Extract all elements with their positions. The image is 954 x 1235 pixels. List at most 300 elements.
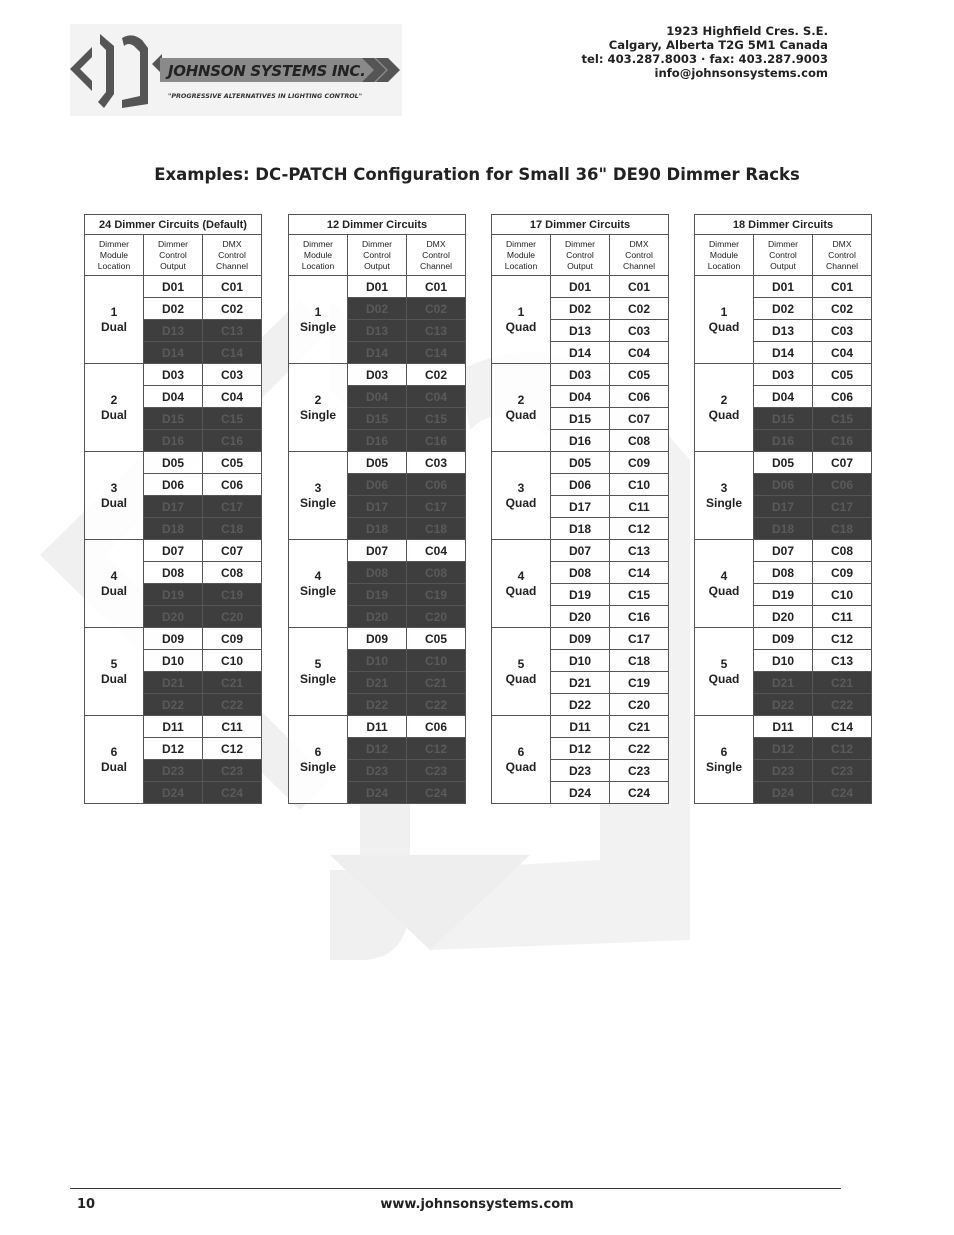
dmx-channel: C18 bbox=[610, 650, 669, 672]
dmx-channel: C01 bbox=[610, 276, 669, 298]
dimmer-output: D02 bbox=[551, 298, 610, 320]
dmx-channel: C23 bbox=[813, 760, 872, 782]
dmx-channel: C08 bbox=[203, 562, 262, 584]
dmx-channel: C18 bbox=[407, 518, 466, 540]
dmx-channel: C11 bbox=[610, 496, 669, 518]
dmx-channel: C12 bbox=[813, 738, 872, 760]
column-header bbox=[610, 235, 669, 276]
dimmer-output: D13 bbox=[754, 320, 813, 342]
column-header-line: Module bbox=[709, 249, 739, 260]
dimmer-output: D15 bbox=[754, 408, 813, 430]
dimmer-output: D05 bbox=[551, 452, 610, 474]
dimmer-output: D21 bbox=[754, 672, 813, 694]
dimmer-output: D18 bbox=[754, 518, 813, 540]
dimmer-output: D03 bbox=[551, 364, 610, 386]
dmx-channel: C14 bbox=[813, 716, 872, 738]
dimmer-output: D16 bbox=[551, 430, 610, 452]
module-location bbox=[289, 364, 348, 452]
company-logo bbox=[70, 24, 402, 116]
module-type: Single bbox=[299, 495, 336, 510]
dimmer-output: D10 bbox=[348, 650, 407, 672]
dimmer-output: D14 bbox=[754, 342, 813, 364]
dimmer-output: D02 bbox=[348, 298, 407, 320]
module-location bbox=[289, 452, 348, 540]
dimmer-output: D23 bbox=[144, 760, 203, 782]
module-number: 1 bbox=[720, 304, 728, 319]
dmx-channel: C24 bbox=[813, 782, 872, 804]
dmx-channel: C24 bbox=[610, 782, 669, 804]
dmx-channel: C15 bbox=[610, 584, 669, 606]
dmx-channel: C22 bbox=[407, 694, 466, 716]
dimmer-output: D02 bbox=[144, 298, 203, 320]
table-row bbox=[695, 452, 872, 474]
column-header-line: DMX bbox=[832, 238, 852, 249]
module-number: 5 bbox=[720, 656, 728, 671]
column-header-line: Control bbox=[566, 249, 594, 260]
patch-table bbox=[288, 214, 466, 804]
table-row bbox=[85, 540, 262, 562]
dmx-channel: C11 bbox=[203, 716, 262, 738]
dimmer-output: D08 bbox=[348, 562, 407, 584]
dimmer-output: D03 bbox=[754, 364, 813, 386]
dmx-channel: C17 bbox=[203, 496, 262, 518]
dimmer-output: D07 bbox=[754, 540, 813, 562]
module-location bbox=[85, 276, 144, 364]
dmx-channel: C08 bbox=[407, 562, 466, 584]
module-type: Single bbox=[299, 583, 336, 598]
dmx-channel: C12 bbox=[407, 738, 466, 760]
column-header-line: Location bbox=[504, 260, 538, 271]
dimmer-output: D15 bbox=[348, 408, 407, 430]
dmx-channel: C02 bbox=[407, 298, 466, 320]
dimmer-output: D18 bbox=[348, 518, 407, 540]
dimmer-output: D23 bbox=[551, 760, 610, 782]
module-location bbox=[695, 628, 754, 716]
column-header-line: Control bbox=[159, 249, 187, 260]
dimmer-output: D07 bbox=[551, 540, 610, 562]
column-header-line: DMX bbox=[426, 238, 446, 249]
dmx-channel: C03 bbox=[407, 452, 466, 474]
module-location bbox=[492, 716, 551, 804]
module-location bbox=[492, 540, 551, 628]
dmx-channel: C06 bbox=[407, 474, 466, 496]
dmx-channel: C10 bbox=[203, 650, 262, 672]
dmx-channel: C14 bbox=[610, 562, 669, 584]
dmx-channel: C06 bbox=[610, 386, 669, 408]
dmx-channel: C23 bbox=[203, 760, 262, 782]
table-row bbox=[289, 364, 466, 386]
table-row bbox=[695, 276, 872, 298]
dimmer-output: D18 bbox=[551, 518, 610, 540]
dimmer-output: D08 bbox=[551, 562, 610, 584]
dimmer-output: D08 bbox=[144, 562, 203, 584]
dimmer-output: D14 bbox=[551, 342, 610, 364]
dimmer-output: D04 bbox=[551, 386, 610, 408]
module-location bbox=[85, 628, 144, 716]
module-number: 3 bbox=[517, 480, 525, 495]
column-header-line: Location bbox=[97, 260, 131, 271]
column-header-line: Dimmer bbox=[302, 238, 334, 249]
dmx-channel: C14 bbox=[203, 342, 262, 364]
column-header-line: Location bbox=[707, 260, 741, 271]
dmx-channel: C17 bbox=[407, 496, 466, 518]
column-header-line: Module bbox=[99, 249, 129, 260]
dmx-channel: C18 bbox=[813, 518, 872, 540]
dimmer-output: D03 bbox=[348, 364, 407, 386]
module-location bbox=[289, 628, 348, 716]
dimmer-output: D01 bbox=[348, 276, 407, 298]
page-title: Examples: DC-PATCH Configuration for Small 36" DE90 Dimmer Racks bbox=[154, 165, 800, 184]
module-type: Dual bbox=[100, 759, 127, 774]
table-row bbox=[289, 276, 466, 298]
table-row bbox=[492, 364, 669, 386]
column-header-line: Dimmer bbox=[505, 238, 537, 249]
module-number: 3 bbox=[314, 480, 322, 495]
module-number: 6 bbox=[517, 744, 525, 759]
table-row bbox=[695, 716, 872, 738]
module-type: Single bbox=[299, 759, 336, 774]
table-row bbox=[85, 452, 262, 474]
table-row bbox=[492, 716, 669, 738]
column-header bbox=[144, 235, 203, 276]
dmx-channel: C07 bbox=[203, 540, 262, 562]
module-type: Single bbox=[299, 319, 336, 334]
dimmer-output: D11 bbox=[348, 716, 407, 738]
dmx-channel: C01 bbox=[813, 276, 872, 298]
dmx-channel: C19 bbox=[203, 584, 262, 606]
module-location bbox=[695, 276, 754, 364]
dmx-channel: C08 bbox=[813, 540, 872, 562]
dimmer-output: D13 bbox=[348, 320, 407, 342]
module-location bbox=[85, 716, 144, 804]
module-type: Quad bbox=[708, 407, 740, 422]
dimmer-output: D23 bbox=[348, 760, 407, 782]
module-number: 2 bbox=[110, 392, 118, 407]
dmx-channel: C24 bbox=[203, 782, 262, 804]
module-number: 1 bbox=[110, 304, 118, 319]
module-type: Quad bbox=[708, 583, 740, 598]
website-link[interactable]: www.johnsonsystems.com bbox=[380, 1197, 574, 1212]
dimmer-output: D06 bbox=[551, 474, 610, 496]
dmx-channel: C16 bbox=[407, 430, 466, 452]
column-header-line: Channel bbox=[826, 260, 859, 271]
address-line: tel: 403.287.8003 · fax: 403.287.9003 bbox=[581, 52, 828, 66]
dimmer-output: D15 bbox=[144, 408, 203, 430]
address-line: Calgary, Alberta T2G 5M1 Canada bbox=[608, 38, 828, 52]
dimmer-output: D13 bbox=[551, 320, 610, 342]
dmx-channel: C06 bbox=[203, 474, 262, 496]
column-header bbox=[492, 235, 551, 276]
module-number: 6 bbox=[720, 744, 728, 759]
dimmer-output: D04 bbox=[144, 386, 203, 408]
dmx-channel: C16 bbox=[610, 606, 669, 628]
dmx-channel: C10 bbox=[610, 474, 669, 496]
column-header bbox=[85, 235, 144, 276]
module-type: Single bbox=[299, 407, 336, 422]
dmx-channel: C18 bbox=[203, 518, 262, 540]
dimmer-output: D16 bbox=[348, 430, 407, 452]
dmx-channel: C02 bbox=[203, 298, 262, 320]
dmx-channel: C04 bbox=[813, 342, 872, 364]
dmx-channel: C05 bbox=[203, 452, 262, 474]
dimmer-output: D16 bbox=[144, 430, 203, 452]
table-row bbox=[85, 716, 262, 738]
dimmer-output: D21 bbox=[551, 672, 610, 694]
column-header bbox=[203, 235, 262, 276]
table-row bbox=[492, 276, 669, 298]
column-header-line: Channel bbox=[420, 260, 453, 271]
column-header-line: Control bbox=[769, 249, 797, 260]
module-type: Quad bbox=[505, 319, 537, 334]
dimmer-output: D11 bbox=[551, 716, 610, 738]
dmx-channel: C20 bbox=[203, 606, 262, 628]
dimmer-output: D01 bbox=[754, 276, 813, 298]
dmx-channel: C10 bbox=[407, 650, 466, 672]
module-number: 2 bbox=[314, 392, 322, 407]
table-row bbox=[85, 276, 262, 298]
dimmer-output: D05 bbox=[144, 452, 203, 474]
logo-tagline: "PROGRESSIVE ALTERNATIVES IN LIGHTING CONTROL" bbox=[168, 92, 363, 100]
dmx-channel: C13 bbox=[407, 320, 466, 342]
dimmer-output: D12 bbox=[551, 738, 610, 760]
module-location bbox=[695, 540, 754, 628]
dmx-channel: C03 bbox=[610, 320, 669, 342]
module-number: 1 bbox=[314, 304, 322, 319]
dmx-channel: C07 bbox=[813, 452, 872, 474]
dimmer-output: D07 bbox=[348, 540, 407, 562]
module-location bbox=[492, 276, 551, 364]
column-header-line: Control bbox=[625, 249, 653, 260]
dmx-channel: C07 bbox=[610, 408, 669, 430]
dmx-channel: C24 bbox=[407, 782, 466, 804]
dimmer-output: D19 bbox=[754, 584, 813, 606]
company-address bbox=[581, 24, 828, 80]
dimmer-output: D19 bbox=[348, 584, 407, 606]
dmx-channel: C17 bbox=[610, 628, 669, 650]
module-number: 4 bbox=[110, 568, 118, 583]
dmx-channel: C12 bbox=[610, 518, 669, 540]
dmx-channel: C04 bbox=[407, 540, 466, 562]
module-type: Quad bbox=[505, 583, 537, 598]
dimmer-output: D05 bbox=[348, 452, 407, 474]
dmx-channel: C21 bbox=[813, 672, 872, 694]
dimmer-output: D19 bbox=[144, 584, 203, 606]
dmx-channel: C09 bbox=[610, 452, 669, 474]
module-number: 6 bbox=[110, 744, 118, 759]
module-type: Quad bbox=[708, 671, 740, 686]
dimmer-output: D04 bbox=[348, 386, 407, 408]
module-location bbox=[85, 452, 144, 540]
table-row bbox=[85, 364, 262, 386]
dmx-channel: C05 bbox=[813, 364, 872, 386]
dmx-channel: C16 bbox=[203, 430, 262, 452]
column-header-line: Output bbox=[770, 260, 796, 271]
module-number: 5 bbox=[517, 656, 525, 671]
table-row bbox=[289, 628, 466, 650]
column-header bbox=[813, 235, 872, 276]
dimmer-output: D19 bbox=[551, 584, 610, 606]
dmx-channel: C23 bbox=[610, 760, 669, 782]
column-header bbox=[407, 235, 466, 276]
dimmer-output: D10 bbox=[754, 650, 813, 672]
dimmer-output: D05 bbox=[754, 452, 813, 474]
dmx-channel: C21 bbox=[407, 672, 466, 694]
module-number: 2 bbox=[517, 392, 525, 407]
module-number: 5 bbox=[314, 656, 322, 671]
column-header bbox=[754, 235, 813, 276]
dimmer-output: D24 bbox=[144, 782, 203, 804]
table-row bbox=[492, 628, 669, 650]
module-type: Single bbox=[299, 671, 336, 686]
dimmer-output: D11 bbox=[754, 716, 813, 738]
dimmer-output: D20 bbox=[144, 606, 203, 628]
dimmer-output: D04 bbox=[754, 386, 813, 408]
column-header-line: Location bbox=[301, 260, 335, 271]
dimmer-output: D07 bbox=[144, 540, 203, 562]
dimmer-output: D14 bbox=[144, 342, 203, 364]
dimmer-output: D18 bbox=[144, 518, 203, 540]
module-type: Quad bbox=[505, 495, 537, 510]
dmx-channel: C05 bbox=[610, 364, 669, 386]
table-title: 17 Dimmer Circuits bbox=[492, 215, 669, 235]
dimmer-output: D09 bbox=[754, 628, 813, 650]
column-header-line: Control bbox=[422, 249, 450, 260]
dimmer-output: D09 bbox=[551, 628, 610, 650]
column-header-line: DMX bbox=[222, 238, 242, 249]
dmx-channel: C15 bbox=[203, 408, 262, 430]
dimmer-output: D01 bbox=[551, 276, 610, 298]
dimmer-output: D03 bbox=[144, 364, 203, 386]
patch-table bbox=[694, 214, 872, 804]
dmx-channel: C13 bbox=[203, 320, 262, 342]
dimmer-output: D23 bbox=[754, 760, 813, 782]
dmx-channel: C11 bbox=[813, 606, 872, 628]
dimmer-output: D20 bbox=[551, 606, 610, 628]
module-type: Quad bbox=[505, 407, 537, 422]
table-row bbox=[85, 628, 262, 650]
module-number: 4 bbox=[314, 568, 322, 583]
module-type: Dual bbox=[100, 407, 127, 422]
dmx-channel: C01 bbox=[203, 276, 262, 298]
module-location bbox=[492, 628, 551, 716]
dmx-channel: C13 bbox=[610, 540, 669, 562]
dimmer-output: D24 bbox=[551, 782, 610, 804]
patch-table bbox=[84, 214, 262, 804]
column-header-line: Control bbox=[828, 249, 856, 260]
dmx-channel: C09 bbox=[813, 562, 872, 584]
table-row bbox=[492, 540, 669, 562]
dmx-channel: C03 bbox=[813, 320, 872, 342]
module-type: Quad bbox=[505, 671, 537, 686]
column-header bbox=[695, 235, 754, 276]
logo-wordmark: JOHNSON SYSTEMS INC. bbox=[168, 62, 366, 80]
dimmer-output: D01 bbox=[144, 276, 203, 298]
dimmer-output: D06 bbox=[754, 474, 813, 496]
table-title: 12 Dimmer Circuits bbox=[289, 215, 466, 235]
dimmer-output: D15 bbox=[551, 408, 610, 430]
dmx-channel: C20 bbox=[407, 606, 466, 628]
column-header-line: Channel bbox=[216, 260, 249, 271]
dimmer-output: D11 bbox=[144, 716, 203, 738]
column-header-line: Output bbox=[567, 260, 593, 271]
column-header-line: Dimmer bbox=[157, 238, 189, 249]
dimmer-output: D22 bbox=[754, 694, 813, 716]
table-row bbox=[289, 716, 466, 738]
module-number: 1 bbox=[517, 304, 525, 319]
dimmer-output: D22 bbox=[551, 694, 610, 716]
dmx-channel: C06 bbox=[813, 474, 872, 496]
dimmer-output: D17 bbox=[348, 496, 407, 518]
module-number: 2 bbox=[720, 392, 728, 407]
module-type: Dual bbox=[100, 583, 127, 598]
module-location bbox=[85, 364, 144, 452]
dimmer-output: D10 bbox=[144, 650, 203, 672]
dmx-channel: C20 bbox=[610, 694, 669, 716]
dimmer-output: D17 bbox=[754, 496, 813, 518]
dimmer-output: D22 bbox=[144, 694, 203, 716]
module-location bbox=[695, 452, 754, 540]
module-type: Dual bbox=[100, 495, 127, 510]
module-location bbox=[289, 276, 348, 364]
dmx-channel: C09 bbox=[203, 628, 262, 650]
column-header bbox=[551, 235, 610, 276]
dimmer-output: D20 bbox=[348, 606, 407, 628]
dimmer-output: D13 bbox=[144, 320, 203, 342]
dmx-channel: C04 bbox=[203, 386, 262, 408]
table-title: 18 Dimmer Circuits bbox=[695, 215, 872, 235]
module-number: 4 bbox=[720, 568, 728, 583]
dimmer-output: D21 bbox=[348, 672, 407, 694]
table-row bbox=[695, 364, 872, 386]
column-header-line: DMX bbox=[629, 238, 649, 249]
table-row bbox=[492, 452, 669, 474]
dimmer-output: D21 bbox=[144, 672, 203, 694]
dmx-channel: C21 bbox=[203, 672, 262, 694]
column-header-line: Output bbox=[160, 260, 186, 271]
dmx-channel: C02 bbox=[813, 298, 872, 320]
dimmer-output: D06 bbox=[348, 474, 407, 496]
dimmer-output: D12 bbox=[348, 738, 407, 760]
dmx-channel: C21 bbox=[610, 716, 669, 738]
dmx-channel: C12 bbox=[203, 738, 262, 760]
table-row bbox=[695, 628, 872, 650]
column-header-line: Control bbox=[363, 249, 391, 260]
dmx-channel: C08 bbox=[610, 430, 669, 452]
address-line: info@johnsonsystems.com bbox=[654, 66, 828, 80]
module-location bbox=[289, 540, 348, 628]
dmx-channel: C01 bbox=[407, 276, 466, 298]
dimmer-output: D22 bbox=[348, 694, 407, 716]
patch-table bbox=[491, 214, 669, 804]
table-title: 24 Dimmer Circuits (Default) bbox=[85, 215, 262, 235]
dmx-channel: C19 bbox=[610, 672, 669, 694]
column-header-line: Channel bbox=[623, 260, 656, 271]
table-row bbox=[289, 452, 466, 474]
dmx-channel: C22 bbox=[610, 738, 669, 760]
dimmer-output: D12 bbox=[754, 738, 813, 760]
dmx-channel: C13 bbox=[813, 650, 872, 672]
column-header-line: Output bbox=[364, 260, 390, 271]
module-type: Dual bbox=[100, 319, 127, 334]
dmx-channel: C05 bbox=[407, 628, 466, 650]
dimmer-output: D20 bbox=[754, 606, 813, 628]
dmx-channel: C22 bbox=[813, 694, 872, 716]
module-type: Single bbox=[705, 759, 742, 774]
dmx-channel: C17 bbox=[813, 496, 872, 518]
dimmer-output: D02 bbox=[754, 298, 813, 320]
dmx-channel: C16 bbox=[813, 430, 872, 452]
dimmer-output: D12 bbox=[144, 738, 203, 760]
